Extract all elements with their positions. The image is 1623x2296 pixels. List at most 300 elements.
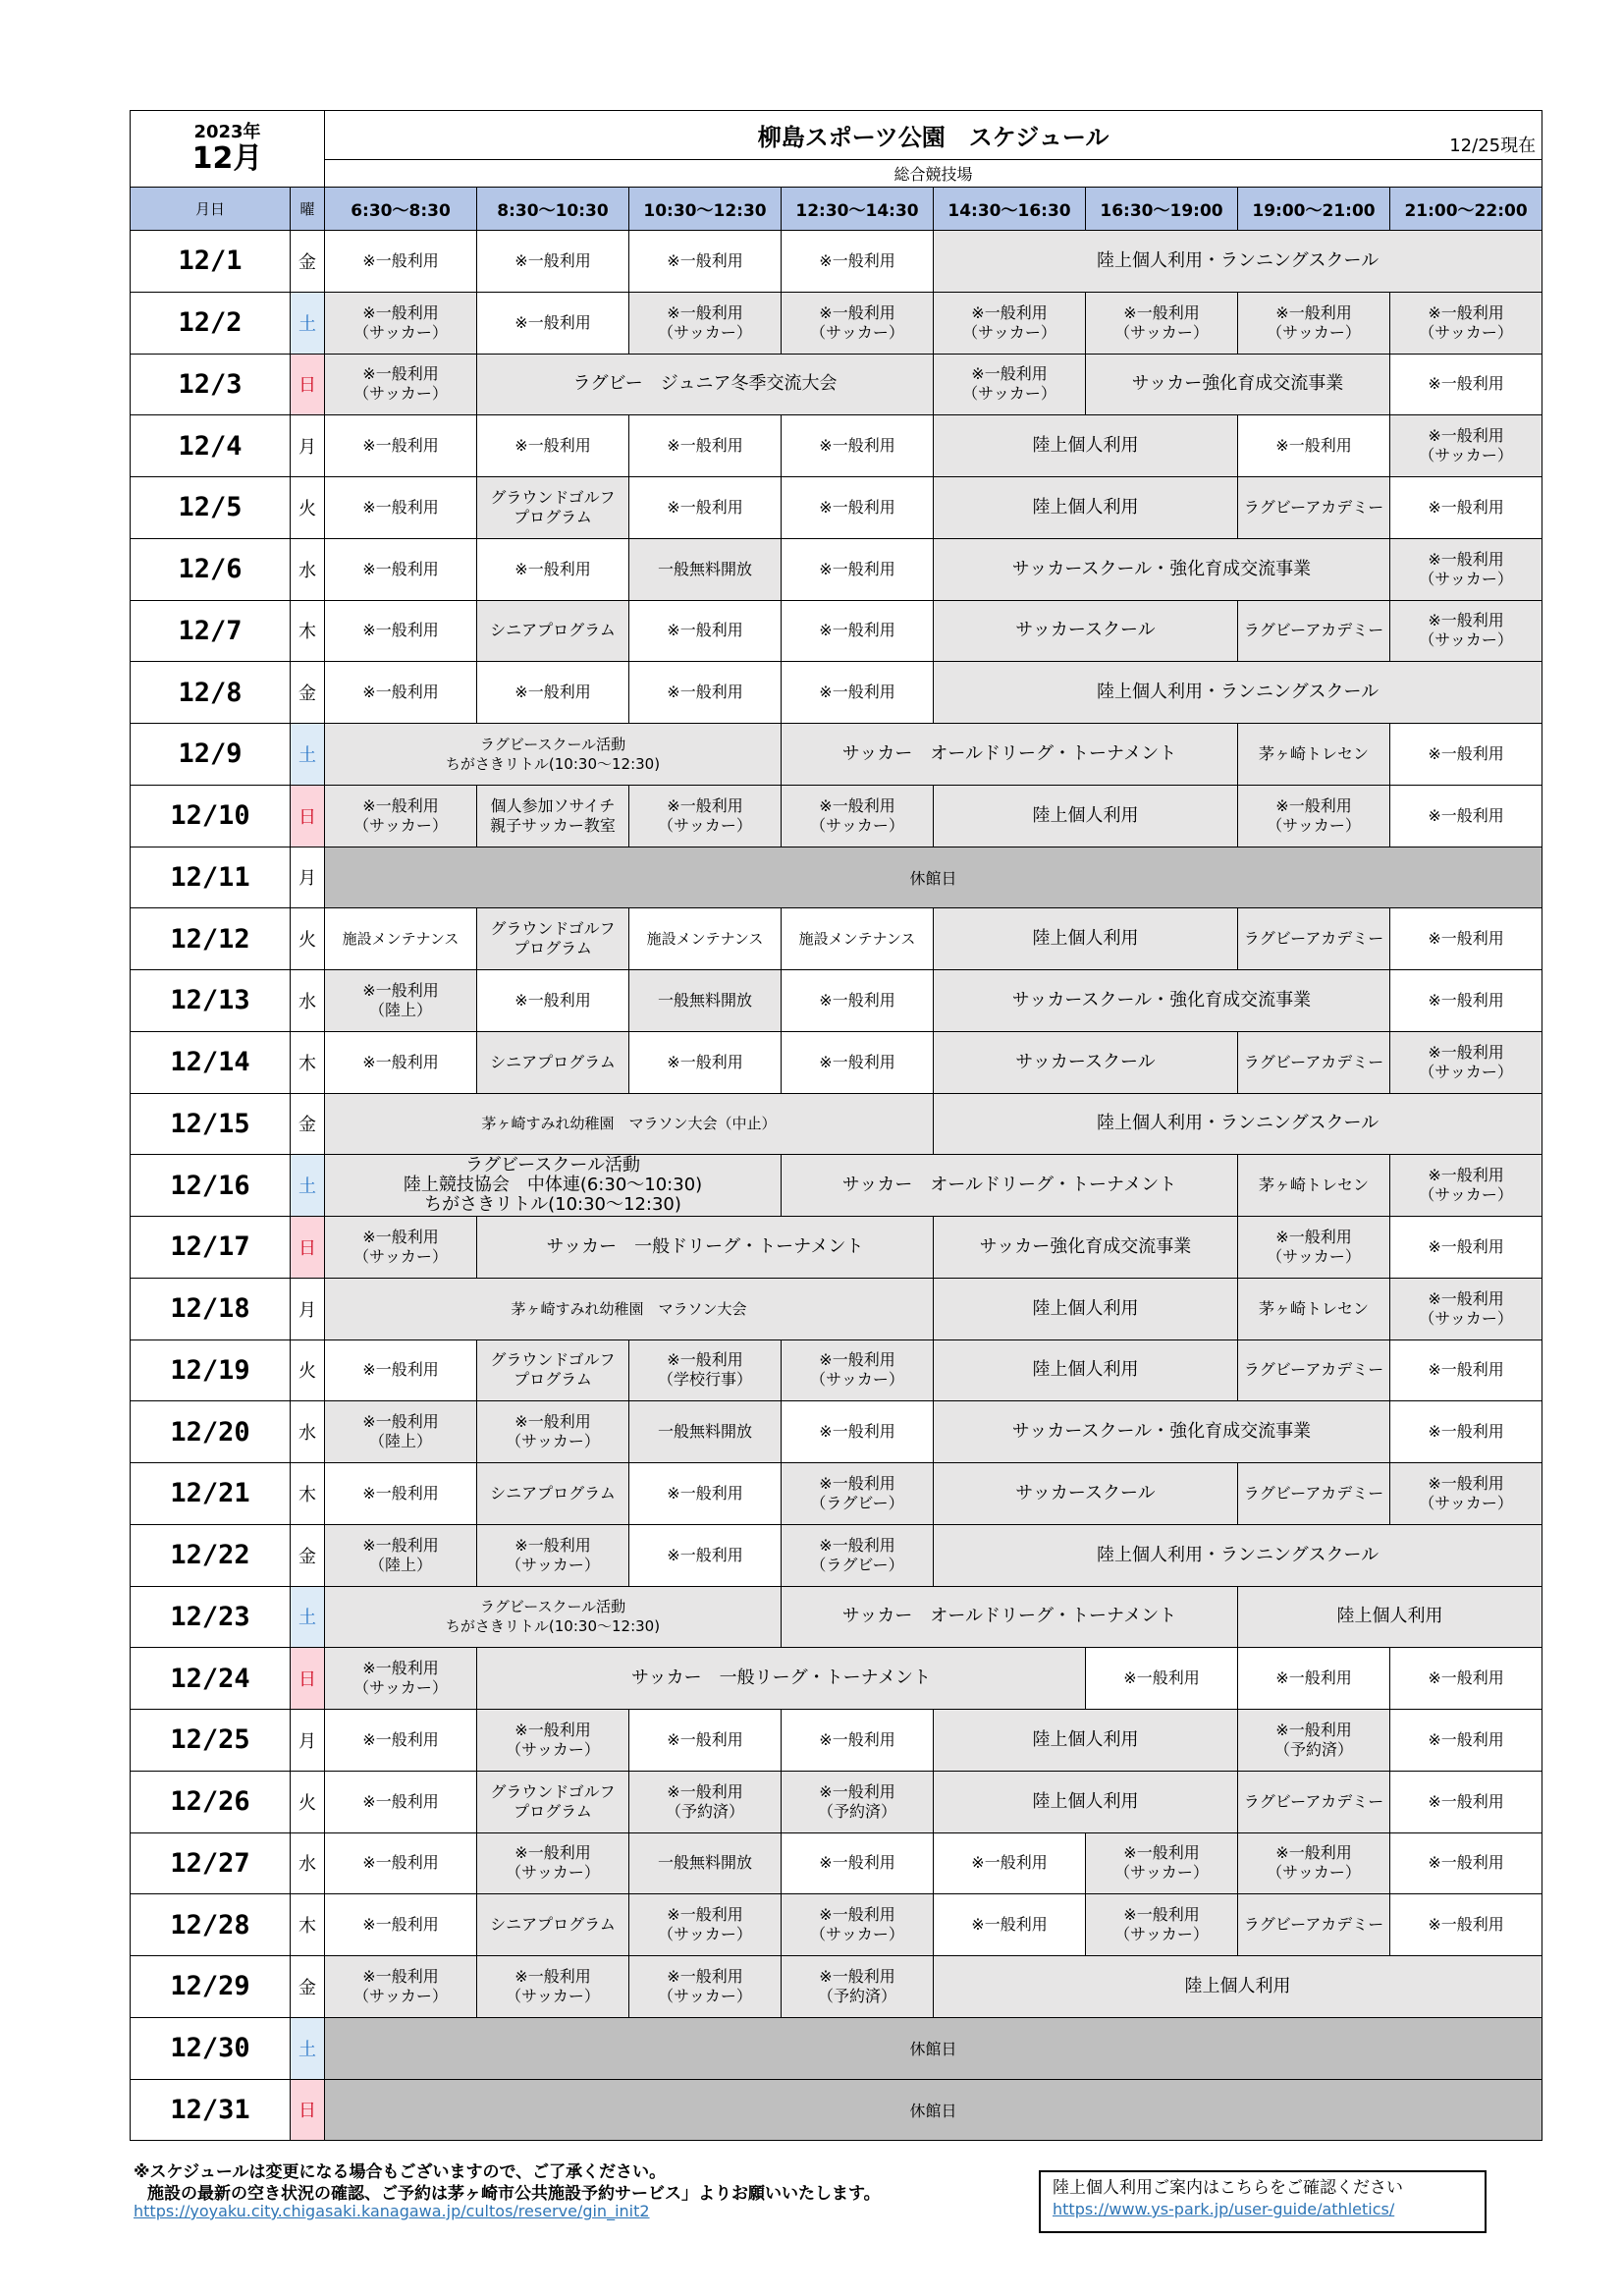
slot-label: サッカー オールドリーグ・トーナメント xyxy=(841,742,1177,764)
schedule-slot-cell xyxy=(782,1956,934,2018)
slot-label: ※一般利用 xyxy=(1428,1360,1504,1380)
weekday-cell: 土 xyxy=(291,724,325,786)
schedule-slot-cell xyxy=(1390,1339,1542,1401)
schedule-slot-cell xyxy=(325,662,477,724)
slot-label: ※一般利用 xyxy=(1275,1668,1352,1688)
schedule-slot-cell xyxy=(325,1401,477,1463)
slot-label: ※一般利用 xyxy=(819,436,895,456)
schedule-row xyxy=(131,1524,1542,1586)
slot-header: 10:30～12:30 xyxy=(629,188,782,231)
schedule-slot-cell xyxy=(629,1710,782,1772)
schedule-slot-cell xyxy=(1238,415,1390,477)
slot-label: ※一般利用 （サッカー） xyxy=(1419,1288,1513,1328)
weekday-cell: 水 xyxy=(291,538,325,600)
closed-day-cell: 休館日 xyxy=(325,2017,1542,2079)
date-cell: 12/5 xyxy=(131,477,291,539)
date-cell: 12/23 xyxy=(131,1586,291,1648)
weekday-cell: 木 xyxy=(291,1894,325,1956)
schedule-slot-cell xyxy=(782,724,1238,786)
date-cell: 12/4 xyxy=(131,415,291,477)
slot-label: 陸上個人利用 xyxy=(1184,1975,1291,1996)
schedule-slot-cell xyxy=(782,1586,1238,1648)
slot-label: ※一般利用 （サッカー） xyxy=(658,1905,752,1944)
slot-label: ※一般利用 xyxy=(1123,1668,1200,1688)
schedule-slot-cell xyxy=(782,600,934,662)
slot-label: グラウンドゴルフ プログラム xyxy=(490,919,616,958)
weekday-cell: 日 xyxy=(291,2079,325,2141)
schedule-slot-cell xyxy=(629,785,782,847)
schedule-slot-cell xyxy=(325,292,477,354)
schedule-slot-cell xyxy=(934,600,1238,662)
slot-label: ※一般利用 （サッカー） xyxy=(658,302,752,342)
date-cell: 12/11 xyxy=(131,847,291,908)
schedule-slot-cell xyxy=(782,1710,934,1772)
slot-label: ※一般利用 xyxy=(362,250,439,270)
weekday-cell: 土 xyxy=(291,1155,325,1217)
date-cell: 12/3 xyxy=(131,354,291,415)
slot-label: ※一般利用 xyxy=(1428,743,1504,763)
slot-label: ※一般利用 （サッカー） xyxy=(1114,1843,1209,1883)
venue-row xyxy=(131,160,1542,188)
slot-label: ※一般利用 xyxy=(1275,436,1352,456)
schedule-slot-cell xyxy=(782,1339,934,1401)
schedule-slot-cell xyxy=(934,415,1238,477)
schedule-slot-cell xyxy=(782,662,934,724)
athletics-info-title: 陸上個人利用ご案内はこちらをご確認ください xyxy=(1053,2178,1403,2198)
slot-label: ※一般利用 （サッカー） xyxy=(658,1966,752,2005)
slot-label: ラグビーアカデミー xyxy=(1243,1052,1384,1071)
schedule-slot-cell xyxy=(477,1217,934,1279)
slot-label: グラウンドゴルフ プログラム xyxy=(490,1350,616,1390)
schedule-slot-cell xyxy=(1390,1894,1542,1956)
schedule-slot-cell xyxy=(477,1463,629,1525)
slot-label: 陸上個人利用・ランニングスクール xyxy=(1097,249,1380,271)
slot-label: ※一般利用 （予約済） xyxy=(1273,1720,1353,1759)
schedule-slot-cell xyxy=(782,785,934,847)
schedule-row xyxy=(131,1586,1542,1648)
schedule-row xyxy=(131,415,1542,477)
schedule-slot-cell xyxy=(934,1093,1542,1155)
schedule-slot-cell xyxy=(477,538,629,600)
schedule-slot-cell xyxy=(325,1586,782,1648)
slot-label: 陸上個人利用 xyxy=(1032,928,1139,950)
slot-label: 施設メンテナンス xyxy=(646,930,764,949)
slot-label: ※一般利用 xyxy=(819,1729,895,1749)
slot-label: ラグビーアカデミー xyxy=(1243,1360,1384,1380)
schedule-row xyxy=(131,1463,1542,1525)
schedule-slot-cell xyxy=(782,1401,934,1463)
schedule-slot-cell xyxy=(782,538,934,600)
slot-label: ※一般利用 xyxy=(667,1729,743,1749)
slot-label: ※一般利用 xyxy=(1428,1729,1504,1749)
weekday-cell: 日 xyxy=(291,1217,325,1279)
schedule-slot-cell xyxy=(934,1832,1086,1894)
schedule-slot-cell xyxy=(477,292,629,354)
slot-label: ※一般利用 xyxy=(1428,1915,1504,1935)
schedule-slot-cell xyxy=(477,1339,629,1401)
slot-label: ※一般利用 （サッカー） xyxy=(810,302,904,342)
weekday-cell: 金 xyxy=(291,1093,325,1155)
slot-label: ※一般利用 xyxy=(362,1915,439,1935)
schedule-slot-cell xyxy=(1238,1648,1390,1710)
schedule-slot-cell xyxy=(477,477,629,539)
month-label: 12月 xyxy=(191,140,263,176)
schedule-slot-cell xyxy=(1086,1648,1238,1710)
schedule-slot-cell xyxy=(1390,970,1542,1032)
slot-label: ※一般利用 xyxy=(514,683,591,702)
schedule-slot-cell xyxy=(934,662,1542,724)
slot-label: ※一般利用 （サッカー） xyxy=(962,302,1056,342)
schedule-slot-cell xyxy=(1390,785,1542,847)
schedule-slot-cell xyxy=(1390,415,1542,477)
date-cell: 12/9 xyxy=(131,724,291,786)
slot-label: ※一般利用 xyxy=(514,559,591,578)
slot-label: ※一般利用 xyxy=(667,250,743,270)
slot-label: ※一般利用 xyxy=(819,1422,895,1442)
slot-header: 6:30～8:30 xyxy=(325,188,477,231)
weekday-cell: 土 xyxy=(291,2017,325,2079)
slot-label: ※一般利用 xyxy=(362,559,439,578)
slot-header: 19:00～21:00 xyxy=(1238,188,1390,231)
schedule-slot-cell xyxy=(1238,1339,1390,1401)
date-cell: 12/28 xyxy=(131,1894,291,1956)
reservation-link[interactable]: https://yoyaku.city.chigasaki.kanagawa.jp/cultos/reserve/gin_init2 xyxy=(134,2202,650,2220)
schedule-slot-cell xyxy=(1390,908,1542,970)
slot-label: ※一般利用 xyxy=(514,436,591,456)
slot-label: 陸上個人利用 xyxy=(1032,1359,1139,1381)
slot-label: シニアプログラム xyxy=(490,1052,616,1071)
slot-label: ※一般利用 xyxy=(1428,1236,1504,1256)
schedule-slot-cell xyxy=(934,970,1390,1032)
weekday-cell: 土 xyxy=(291,1586,325,1648)
schedule-row xyxy=(131,538,1542,600)
slot-label: ※一般利用 xyxy=(1428,1668,1504,1688)
slot-label: ※一般利用 xyxy=(362,1360,439,1380)
schedule-slot-cell xyxy=(1390,1463,1542,1525)
schedule-slot-cell xyxy=(934,1710,1238,1772)
schedule-row xyxy=(131,1278,1542,1339)
schedule-slot-cell xyxy=(1238,1586,1542,1648)
slot-label: ※一般利用 （サッカー） xyxy=(810,1905,904,1944)
schedule-slot-cell xyxy=(782,1771,934,1832)
slot-label: ※一般利用 xyxy=(667,436,743,456)
slot-label: ※一般利用 xyxy=(362,683,439,702)
slot-label: ※一般利用 xyxy=(1428,1791,1504,1811)
weekday-cell: 金 xyxy=(291,231,325,293)
slot-label: ※一般利用 （サッカー） xyxy=(353,364,448,404)
weekday-cell: 木 xyxy=(291,1031,325,1093)
slot-label: 茅ヶ崎すみれ幼稚園 マラソン大会（中止） xyxy=(481,1115,777,1133)
schedule-slot-cell xyxy=(477,1832,629,1894)
slot-label: グラウンドゴルフ プログラム xyxy=(490,1781,616,1821)
schedule-slot-cell xyxy=(1238,1894,1390,1956)
date-cell: 12/31 xyxy=(131,2079,291,2141)
slot-label: ※一般利用 xyxy=(362,1052,439,1071)
schedule-slot-cell xyxy=(477,1401,629,1463)
schedule-row xyxy=(131,2017,1542,2079)
closed-day-cell: 休館日 xyxy=(325,2079,1542,2141)
slot-label: ※一般利用 xyxy=(362,1853,439,1873)
slot-label: ※一般利用 xyxy=(514,990,591,1010)
slot-label: 陸上個人利用 xyxy=(1336,1606,1443,1627)
slot-label: ※一般利用 xyxy=(362,1791,439,1811)
schedule-slot-cell xyxy=(1390,354,1542,415)
schedule-slot-cell xyxy=(477,1031,629,1093)
schedule-slot-cell xyxy=(934,477,1238,539)
schedule-slot-cell xyxy=(629,1463,782,1525)
date-cell: 12/20 xyxy=(131,1401,291,1463)
slot-header: 8:30～10:30 xyxy=(477,188,629,231)
date-cell: 12/14 xyxy=(131,1031,291,1093)
schedule-slot-cell xyxy=(1390,477,1542,539)
schedule-slot-cell xyxy=(782,1524,934,1586)
weekday-cell: 月 xyxy=(291,1710,325,1772)
schedule-row xyxy=(131,1771,1542,1832)
schedule-change-note: ※スケジュールは変更になる場合もございますので、ご了承ください。 xyxy=(134,2162,667,2182)
slot-label: 陸上個人利用 xyxy=(1032,435,1139,457)
date-cell: 12/1 xyxy=(131,231,291,293)
slot-label: ※一般利用 （サッカー） xyxy=(506,1966,600,2005)
schedule-slot-cell xyxy=(629,538,782,600)
schedule-slot-cell xyxy=(1238,292,1390,354)
schedule-slot-cell xyxy=(1238,1771,1390,1832)
schedule-slot-cell xyxy=(477,1771,629,1832)
schedule-row xyxy=(131,1894,1542,1956)
schedule-slot-cell xyxy=(1238,477,1390,539)
schedule-slot-cell xyxy=(934,1894,1086,1956)
schedule-slot-cell xyxy=(477,785,629,847)
date-cell: 12/16 xyxy=(131,1155,291,1217)
weekday-cell: 金 xyxy=(291,1956,325,2018)
schedule-slot-cell xyxy=(782,292,934,354)
schedule-slot-cell xyxy=(629,600,782,662)
schedule-slot-cell xyxy=(629,1956,782,2018)
weekday-cell: 日 xyxy=(291,785,325,847)
date-cell: 12/8 xyxy=(131,662,291,724)
schedule-slot-cell xyxy=(934,785,1238,847)
date-cell: 12/30 xyxy=(131,2017,291,2079)
schedule-slot-cell xyxy=(325,1093,934,1155)
schedule-slot-cell xyxy=(1238,1710,1390,1772)
schedule-row xyxy=(131,231,1542,293)
schedule-row xyxy=(131,354,1542,415)
schedule-slot-cell xyxy=(629,970,782,1032)
slot-label: ※一般利用 xyxy=(514,250,591,270)
schedule-row xyxy=(131,970,1542,1032)
slot-label: ※一般利用 （サッカー） xyxy=(962,364,1056,404)
date-cell: 12/2 xyxy=(131,292,291,354)
slot-label: ラグビー ジュニア冬季交流大会 xyxy=(572,373,838,395)
date-cell: 12/19 xyxy=(131,1339,291,1401)
slot-label: 一般無料開放 xyxy=(657,990,752,1010)
slot-label: ※一般利用 xyxy=(667,1483,743,1503)
slot-label: ラグビーアカデミー xyxy=(1243,497,1384,517)
schedule-slot-cell xyxy=(629,1401,782,1463)
title-row xyxy=(131,111,1542,160)
slot-label: ※一般利用 xyxy=(667,1052,743,1071)
slot-label: 茅ヶ崎トレセン xyxy=(1258,1298,1369,1318)
schedule-slot-cell xyxy=(629,292,782,354)
slot-label: ※一般利用 xyxy=(1428,929,1504,949)
date-cell: 12/18 xyxy=(131,1278,291,1339)
slot-label: 陸上個人利用 xyxy=(1032,496,1139,518)
slot-label: ※一般利用 （ラグビー） xyxy=(810,1473,904,1512)
schedule-slot-cell xyxy=(325,231,477,293)
schedule-row xyxy=(131,1031,1542,1093)
date-cell: 12/22 xyxy=(131,1524,291,1586)
slot-label: ※一般利用 （ラグビー） xyxy=(810,1535,904,1574)
slot-label: ※一般利用 xyxy=(667,1545,743,1564)
date-cell: 12/6 xyxy=(131,538,291,600)
slot-label: サッカー強化育成交流事業 xyxy=(1131,373,1344,395)
schedule-slot-cell xyxy=(325,1217,477,1279)
schedule-slot-cell xyxy=(629,662,782,724)
slot-label: ※一般利用 （サッカー） xyxy=(1267,1227,1361,1266)
slot-label: ※一般利用 xyxy=(667,683,743,702)
page-title: 柳島スポーツ公園 スケジュール xyxy=(757,124,1109,151)
slot-label: サッカー オールドリーグ・トーナメント xyxy=(841,1606,1177,1627)
slot-label: ※一般利用 （サッカー） xyxy=(1419,1473,1513,1512)
slot-label: ラグビースクール活動 ちがさきリトル(10:30～12:30) xyxy=(445,1598,661,1636)
schedule-slot-cell xyxy=(477,1956,629,2018)
schedule-slot-cell xyxy=(1238,1278,1390,1339)
schedule-slot-cell xyxy=(782,1894,934,1956)
slot-label: ※一般利用 （サッカー） xyxy=(506,1535,600,1574)
weekday-cell: 月 xyxy=(291,415,325,477)
slot-label: ※一般利用 xyxy=(667,621,743,640)
schedule-slot-cell xyxy=(325,1031,477,1093)
schedule-row xyxy=(131,662,1542,724)
schedule-slot-cell xyxy=(934,354,1086,415)
slot-label: 陸上個人利用 xyxy=(1032,1728,1139,1750)
slot-label: ※一般利用 （サッカー） xyxy=(1267,1843,1361,1883)
slot-label: ※一般利用 （サッカー） xyxy=(1267,302,1361,342)
slot-label: ※一般利用 xyxy=(819,559,895,578)
slot-label: ※一般利用 （予約済） xyxy=(817,1781,896,1821)
slot-label: ※一般利用 （サッカー） xyxy=(506,1720,600,1759)
schedule-row xyxy=(131,292,1542,354)
schedule-slot-cell xyxy=(934,1771,1238,1832)
schedule-slot-cell xyxy=(477,1648,1086,1710)
date-cell: 12/12 xyxy=(131,908,291,970)
slot-header: 14:30～16:30 xyxy=(934,188,1086,231)
reservation-note: 施設の最新の空き状況の確認、ご予約は茅ヶ崎市公共施設予約サービス」よりお願いいたします。 xyxy=(147,2184,881,2204)
closed-day-cell: 休館日 xyxy=(325,847,1542,908)
weekday-cell: 月 xyxy=(291,847,325,908)
schedule-slot-cell xyxy=(1238,1832,1390,1894)
slot-label: 施設メンテナンス xyxy=(342,930,460,949)
slot-label: 一般無料開放 xyxy=(657,1853,752,1873)
schedule-slot-cell xyxy=(477,1524,629,1586)
schedule-slot-cell xyxy=(325,1155,782,1217)
slot-label: ※一般利用 （サッカー） xyxy=(506,1843,600,1883)
schedule-row xyxy=(131,1155,1542,1217)
slot-label: ※一般利用 （サッカー） xyxy=(1114,302,1209,342)
slot-label: ※一般利用 xyxy=(1428,1853,1504,1873)
slot-label: サッカースクール xyxy=(1015,1051,1156,1072)
slot-label: 陸上個人利用・ランニングスクール xyxy=(1097,1544,1380,1565)
slot-label: ※一般利用 （サッカー） xyxy=(1419,549,1513,588)
schedule-slot-cell xyxy=(477,231,629,293)
schedule-slot-cell xyxy=(934,1463,1238,1525)
schedule-slot-cell xyxy=(325,1524,477,1586)
slot-label: ※一般利用 （サッカー） xyxy=(353,795,448,835)
slot-label: サッカースクール xyxy=(1015,620,1156,641)
date-cell: 12/27 xyxy=(131,1832,291,1894)
slot-label: シニアプログラム xyxy=(490,1915,616,1935)
slot-label: サッカースクール xyxy=(1015,1482,1156,1503)
slot-label: 一般無料開放 xyxy=(657,1422,752,1442)
schedule-slot-cell xyxy=(629,231,782,293)
slot-header: 21:00～22:00 xyxy=(1390,188,1542,231)
slot-label: ※一般利用 （サッカー） xyxy=(810,1350,904,1390)
weekday-cell: 火 xyxy=(291,908,325,970)
schedule-slot-cell xyxy=(629,1339,782,1401)
schedule-slot-cell xyxy=(325,415,477,477)
weekday-cell: 水 xyxy=(291,970,325,1032)
schedule-slot-cell xyxy=(934,538,1390,600)
schedule-row xyxy=(131,1648,1542,1710)
schedule-slot-cell xyxy=(934,1278,1238,1339)
slot-label: ※一般利用 xyxy=(1428,805,1504,825)
schedule-table xyxy=(130,110,1542,2141)
schedule-slot-cell xyxy=(1086,1832,1238,1894)
schedule-row xyxy=(131,1710,1542,1772)
schedule-slot-cell xyxy=(1238,1217,1390,1279)
slot-label: 一般無料開放 xyxy=(657,559,752,578)
schedule-slot-cell xyxy=(477,662,629,724)
schedule-slot-cell xyxy=(782,1463,934,1525)
year-label: 2023年 xyxy=(193,121,261,142)
schedule-slot-cell xyxy=(1390,1710,1542,1772)
athletics-guide-link[interactable]: https://www.ys-park.jp/user-guide/athletics/ xyxy=(1053,2200,1395,2218)
weekday-cell: 土 xyxy=(291,292,325,354)
weekday-cell: 日 xyxy=(291,1648,325,1710)
schedule-row xyxy=(131,600,1542,662)
title-cell xyxy=(325,111,1542,160)
slot-label: ※一般利用 xyxy=(971,1853,1048,1873)
slot-label: サッカースクール・強化育成交流事業 xyxy=(1011,1421,1312,1443)
slot-label: ※一般利用 （サッカー） xyxy=(506,1412,600,1451)
weekday-cell: 火 xyxy=(291,1339,325,1401)
schedule-slot-cell xyxy=(1238,785,1390,847)
schedule-slot-cell xyxy=(1390,600,1542,662)
schedule-slot-cell xyxy=(325,1278,934,1339)
slot-label: ラグビーアカデミー xyxy=(1243,1791,1384,1811)
schedule-slot-cell xyxy=(325,970,477,1032)
date-cell: 12/25 xyxy=(131,1710,291,1772)
schedule-slot-cell xyxy=(1238,1031,1390,1093)
schedule-slot-cell xyxy=(1390,1278,1542,1339)
slot-header: 12:30～14:30 xyxy=(782,188,934,231)
slot-label: ※一般利用 xyxy=(819,497,895,517)
schedule-slot-cell xyxy=(629,1771,782,1832)
schedule-row xyxy=(131,1093,1542,1155)
slot-label: ※一般利用 （サッカー） xyxy=(353,302,448,342)
schedule-slot-cell xyxy=(629,477,782,539)
slot-label: ※一般利用 xyxy=(1428,497,1504,517)
slot-label: ※一般利用 （学校行事） xyxy=(657,1350,752,1390)
slot-label: ※一般利用 （サッカー） xyxy=(1419,1042,1513,1081)
slot-label: ※一般利用 （サッカー） xyxy=(353,1227,448,1266)
schedule-slot-cell xyxy=(782,970,934,1032)
schedule-slot-cell xyxy=(782,1031,934,1093)
slot-label: ※一般利用 （陸上） xyxy=(362,980,439,1019)
slot-label: サッカー オールドリーグ・トーナメント xyxy=(841,1175,1177,1196)
slot-label: サッカースクール・強化育成交流事業 xyxy=(1011,558,1312,579)
slot-label: サッカー強化育成交流事業 xyxy=(979,1235,1192,1257)
schedule-row xyxy=(131,1401,1542,1463)
